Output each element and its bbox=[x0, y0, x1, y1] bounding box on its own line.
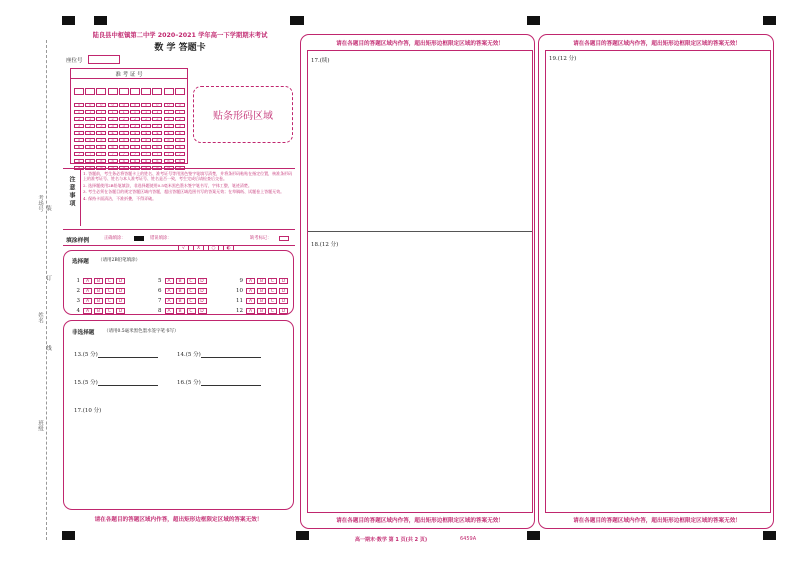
exam-id-digit-bubble[interactable]: 0 bbox=[74, 103, 84, 107]
q15-answer[interactable] bbox=[74, 378, 158, 386]
exam-id-digit-bubble[interactable]: 7 bbox=[175, 152, 185, 156]
exam-id-digit-bubble[interactable]: 8 bbox=[164, 159, 174, 163]
choice-question-number: 11 bbox=[236, 298, 243, 304]
exam-id-digit-bubble[interactable]: 5 bbox=[164, 138, 174, 142]
choice-option-bubble[interactable]: A bbox=[165, 278, 174, 284]
footer-page-info: 高一期末·数学 第 1 页(共 2 页) bbox=[355, 537, 428, 543]
choice-option-bubble[interactable]: C bbox=[187, 308, 196, 314]
exam-id-digit-bubble[interactable]: 8 bbox=[175, 159, 185, 163]
exam-id-digit-bubble[interactable]: 3 bbox=[96, 124, 106, 128]
choice-option-bubble[interactable]: B bbox=[94, 298, 103, 304]
choice-hint: （请用2B铅笔填涂） bbox=[98, 258, 141, 263]
exam-id-digit-bubble[interactable]: 2 bbox=[108, 117, 118, 121]
choice-option-bubble[interactable]: B bbox=[94, 288, 103, 294]
choice-row bbox=[152, 297, 209, 314]
exam-id-digit-bubble[interactable]: 7 bbox=[74, 152, 84, 156]
card-title: 数 学 答题卡 bbox=[154, 43, 206, 53]
choice-option-bubble[interactable]: D bbox=[279, 298, 288, 304]
name-label: 姓名 bbox=[37, 312, 43, 323]
exam-id-digit-bubble[interactable]: 2 bbox=[164, 117, 174, 121]
exam-id-digit-bubble[interactable]: 9 bbox=[108, 166, 118, 170]
exam-id-digit-bubble[interactable]: 7 bbox=[96, 152, 106, 156]
choice-option-bubble[interactable]: B bbox=[257, 278, 266, 284]
seal-char-1: 装 bbox=[45, 205, 51, 211]
exam-id-digit-bubble[interactable]: 9 bbox=[96, 166, 106, 170]
choice-question-number: 2 bbox=[76, 288, 80, 294]
exam-id-digit-bubble[interactable]: 1 bbox=[130, 110, 140, 114]
right-top-warning: 请在各题目的答题区域内作答，超出矩形边框限定区域的答案无效！ bbox=[573, 41, 741, 47]
choice-row bbox=[70, 267, 127, 284]
registration-mark bbox=[763, 16, 776, 25]
exam-id-digit-bubble[interactable]: 6 bbox=[152, 145, 162, 149]
exam-id-digit-bubble[interactable]: 3 bbox=[108, 124, 118, 128]
notes-title bbox=[65, 176, 77, 211]
exam-id-digit-bubble[interactable]: 0 bbox=[108, 103, 118, 107]
exam-id-digit-bubble[interactable]: 1 bbox=[108, 110, 118, 114]
middle-top-warning: 请在各题目的答题区域内作答，超出矩形边框限定区域的答案无效！ bbox=[336, 41, 504, 47]
choice-option-bubble[interactable]: A bbox=[165, 288, 174, 294]
choice-option-bubble[interactable]: C bbox=[268, 308, 277, 314]
choice-option-bubble[interactable]: D bbox=[116, 288, 125, 294]
choice-row bbox=[152, 277, 209, 294]
choice-question-number: 5 bbox=[158, 278, 162, 284]
wrong-fill-sample: ◐ bbox=[223, 245, 234, 251]
seat-number-box[interactable] bbox=[88, 55, 120, 64]
q15-label: 15.(5 分) bbox=[74, 380, 98, 386]
exam-id-digit-bubble[interactable]: 4 bbox=[108, 131, 118, 135]
wrong-fill-sample: ○ bbox=[208, 245, 219, 251]
exam-id-digit-bubble[interactable]: 9 bbox=[164, 166, 174, 170]
exam-id-digit-bubble[interactable]: 4 bbox=[85, 131, 95, 135]
choice-option-bubble[interactable]: D bbox=[198, 308, 207, 314]
exam-id-digit-bubble[interactable]: 3 bbox=[164, 124, 174, 128]
notes-vertical-label: 注意事项 bbox=[68, 176, 75, 208]
exam-id-digit-bubble[interactable]: 1 bbox=[96, 110, 106, 114]
exam-id-digit-bubble[interactable]: 7 bbox=[152, 152, 162, 156]
exam-id-digit-bubble[interactable]: 4 bbox=[74, 131, 84, 135]
choice-option-bubble[interactable]: A bbox=[83, 298, 92, 304]
exam-id-digit-bubble[interactable]: 5 bbox=[96, 138, 106, 142]
exam-id-label: 准 考 证 号 bbox=[115, 72, 143, 78]
exam-id-digit-bubble[interactable]: 9 bbox=[74, 166, 84, 170]
registration-mark bbox=[62, 531, 75, 540]
exam-id-digit-bubble[interactable]: 5 bbox=[141, 138, 151, 142]
exam-id-digit-bubble[interactable]: 7 bbox=[141, 152, 151, 156]
choice-column bbox=[70, 267, 127, 314]
registration-mark bbox=[763, 531, 776, 540]
exam-id-digit-bubble[interactable]: 7 bbox=[130, 152, 140, 156]
exam-id-digit-bubble[interactable]: 9 bbox=[119, 166, 129, 170]
absent-mark-box[interactable] bbox=[279, 236, 289, 241]
registration-mark bbox=[527, 531, 540, 540]
right-answer-area[interactable] bbox=[545, 50, 771, 513]
q17-label: 17.(10 分) bbox=[74, 408, 102, 414]
exam-id-digit-bubble[interactable]: 3 bbox=[85, 124, 95, 128]
wrong-fill-sample: √ bbox=[178, 245, 189, 251]
exam-id-digit-bubble[interactable]: 0 bbox=[175, 103, 185, 107]
choice-option-bubble[interactable]: C bbox=[187, 298, 196, 304]
exam-id-digit-bubble[interactable]: 6 bbox=[164, 145, 174, 149]
exam-id-digit-bubble[interactable]: 7 bbox=[164, 152, 174, 156]
footer-code: 6459A bbox=[460, 536, 477, 542]
choice-question-number: 6 bbox=[158, 288, 162, 294]
seal-char-2: 订 bbox=[45, 275, 51, 281]
exam-id-digit-bubble[interactable]: 0 bbox=[96, 103, 106, 107]
exam-id-digit-bubble[interactable]: 6 bbox=[130, 145, 140, 149]
exam-id-digit-bubble[interactable]: 3 bbox=[152, 124, 162, 128]
q14-answer[interactable] bbox=[177, 350, 261, 358]
choice-title: 选择题 bbox=[72, 259, 89, 265]
class-label: 班级 bbox=[37, 420, 43, 431]
exam-id-digit-bubble[interactable]: 2 bbox=[85, 117, 95, 121]
exam-id-digit-bubble[interactable]: 4 bbox=[152, 131, 162, 135]
choice-option-bubble[interactable]: A bbox=[246, 308, 255, 314]
absent-mark-label: 缺考标记： bbox=[250, 236, 272, 241]
registration-mark bbox=[527, 16, 540, 25]
choice-column bbox=[152, 267, 209, 314]
choice-option-bubble[interactable]: C bbox=[187, 278, 196, 284]
exam-id-digit-bubble[interactable]: 9 bbox=[141, 166, 151, 170]
exam-id-digit-bubble[interactable]: 5 bbox=[152, 138, 162, 142]
exam-id-digit-bubble[interactable]: 9 bbox=[152, 166, 162, 170]
exam-id-digit-bubble[interactable]: 3 bbox=[141, 124, 151, 128]
fill-example-label: 填涂样例 bbox=[66, 238, 90, 244]
note-item: 1. 答题前，考生务必将答题卡上的姓名、准考证号等用黑色签字笔填写清楚，并将条形码粘贴在指定位置，核准条形码上的准考证号、姓名与本人准考证号、姓名是否一致，考生完成后请检查后交卷。 bbox=[83, 171, 293, 181]
exam-id-digit-bubble[interactable]: 6 bbox=[74, 145, 84, 149]
note-item: 3. 考生必须在各题目的规定答题区域内答题，超出答题区域范围书写的答案无效；在草稿纸、试题卷上答题无效。 bbox=[83, 189, 285, 195]
exam-id-digit-bubble[interactable]: 4 bbox=[141, 131, 151, 135]
exam-id-digit-bubble[interactable]: 3 bbox=[119, 124, 129, 128]
choice-question-number: 7 bbox=[158, 298, 162, 304]
exam-id-digit-bubble[interactable]: 2 bbox=[74, 117, 84, 121]
note-item: 4. 保持卡面清洁，不准折叠，不得弄破。 bbox=[83, 196, 157, 202]
choice-question-number: 4 bbox=[76, 308, 80, 314]
exam-id-digit-bubble[interactable]: 2 bbox=[175, 117, 185, 121]
exam-id-digit-bubble[interactable]: 6 bbox=[141, 145, 151, 149]
exam-id-digit-bubble[interactable]: 6 bbox=[119, 145, 129, 149]
choice-option-bubble[interactable]: A bbox=[165, 298, 174, 304]
correct-fill-sample bbox=[134, 236, 144, 241]
q17-continued-label: 17.(续) bbox=[311, 58, 330, 64]
exam-id-digit-bubble[interactable]: 3 bbox=[74, 124, 84, 128]
choice-question-number: 1 bbox=[76, 278, 80, 284]
exam-id-digit-bubble[interactable]: 3 bbox=[130, 124, 140, 128]
choice-option-bubble[interactable]: A bbox=[83, 278, 92, 284]
exam-id-digit-bubble[interactable]: 2 bbox=[130, 117, 140, 121]
choice-option-bubble[interactable]: C bbox=[105, 298, 114, 304]
choice-row bbox=[233, 297, 290, 314]
exam-id-digit-bubble[interactable]: 3 bbox=[175, 124, 185, 128]
exam-id-digit-bubble[interactable]: 8 bbox=[96, 159, 106, 163]
choice-option-bubble[interactable]: A bbox=[246, 288, 255, 294]
choice-option-bubble[interactable]: C bbox=[268, 298, 277, 304]
registration-mark bbox=[94, 16, 107, 25]
exam-id-digit-bubble[interactable]: 4 bbox=[119, 131, 129, 135]
exam-id-digit-bubble[interactable]: 5 bbox=[74, 138, 84, 142]
choice-option-bubble[interactable]: D bbox=[116, 278, 125, 284]
seal-char-3: 线 bbox=[45, 345, 51, 351]
exam-id-digit-bubble[interactable]: 0 bbox=[130, 103, 140, 107]
q16-label: 16.(5 分) bbox=[177, 380, 201, 386]
choice-row bbox=[70, 297, 127, 314]
exam-id-digit-bubble[interactable]: 8 bbox=[141, 159, 151, 163]
choice-option-bubble[interactable]: C bbox=[268, 278, 277, 284]
choice-option-bubble[interactable]: D bbox=[279, 288, 288, 294]
exam-id-grid bbox=[70, 68, 188, 170]
exam-id-digit-bubble[interactable]: 4 bbox=[96, 131, 106, 135]
exam-id-digit-bubble[interactable]: 8 bbox=[152, 159, 162, 163]
non-choice-hint: （请用0.5毫米黑色墨水签字笔书写） bbox=[104, 329, 179, 334]
choice-option-bubble[interactable]: D bbox=[279, 308, 288, 314]
exam-id-digit-bubble[interactable]: 1 bbox=[119, 110, 129, 114]
choice-option-bubble[interactable]: B bbox=[94, 308, 103, 314]
wrong-fill-sample: X bbox=[193, 245, 204, 251]
exam-id-digit-bubble[interactable]: 6 bbox=[175, 145, 185, 149]
exam-id-digit-bubble[interactable]: 1 bbox=[85, 110, 95, 114]
exam-id-digit-bubble[interactable]: 6 bbox=[85, 145, 95, 149]
q13-label: 13.(5 分) bbox=[74, 352, 98, 358]
registration-mark bbox=[296, 531, 309, 540]
choice-option-bubble[interactable]: B bbox=[176, 278, 185, 284]
registration-mark bbox=[298, 16, 304, 25]
exam-id-digit-bubble[interactable]: 6 bbox=[96, 145, 106, 149]
choice-row bbox=[233, 267, 290, 284]
correct-fill-label: 正确填涂： bbox=[104, 236, 126, 241]
exam-id-digit-bubble[interactable]: 4 bbox=[175, 131, 185, 135]
barcode-area bbox=[193, 86, 293, 143]
exam-id-digit-bubble[interactable]: 9 bbox=[130, 166, 140, 170]
exam-id-digit-bubble[interactable]: 5 bbox=[175, 138, 185, 142]
choice-question-number: 9 bbox=[239, 278, 243, 284]
choice-option-bubble[interactable]: D bbox=[116, 298, 125, 304]
choice-option-bubble[interactable]: D bbox=[116, 308, 125, 314]
exam-id-digit-bubble[interactable]: 4 bbox=[130, 131, 140, 135]
choice-option-bubble[interactable]: C bbox=[268, 288, 277, 294]
q13-answer[interactable] bbox=[74, 350, 158, 358]
q19-label: 19.(12 分) bbox=[549, 56, 577, 62]
barcode-label: 贴条形码区域 bbox=[213, 111, 273, 122]
choice-row bbox=[70, 287, 127, 304]
exam-id-digit-bubble[interactable]: 2 bbox=[96, 117, 106, 121]
exam-id-digit-bubble[interactable]: 0 bbox=[119, 103, 129, 107]
exam-id-digit-bubble[interactable]: 0 bbox=[85, 103, 95, 107]
exam-id-digit-bubble[interactable]: 7 bbox=[108, 152, 118, 156]
exam-id-digit-bubble[interactable]: 0 bbox=[152, 103, 162, 107]
q18-label: 18.(12 分) bbox=[311, 242, 339, 248]
registration-mark bbox=[62, 16, 75, 25]
exam-id-digit-bubble[interactable]: 5 bbox=[119, 138, 129, 142]
exam-id-digit-bubble[interactable]: 1 bbox=[175, 110, 185, 114]
choice-grid bbox=[70, 267, 290, 314]
exam-id-digit-bubble[interactable]: 9 bbox=[175, 166, 185, 170]
exam-id-digit-bubble[interactable]: 6 bbox=[108, 145, 118, 149]
choice-question-number: 10 bbox=[236, 288, 243, 294]
right-bottom-warning: 请在各题目的答题区域内作答，超出矩形边框限定区域的答案无效！ bbox=[573, 518, 741, 524]
exam-id-digit-bubble[interactable]: 8 bbox=[74, 159, 84, 163]
school-title: 陆良县中枢镇第二中学 2020–2021 学年高一下学期期末考试 bbox=[92, 32, 268, 39]
choice-option-bubble[interactable]: D bbox=[198, 288, 207, 294]
seat-label: 座位号 bbox=[66, 58, 83, 64]
exam-room-label: 考场号 bbox=[37, 195, 43, 212]
choice-question-number: 8 bbox=[158, 308, 162, 314]
choice-row bbox=[233, 287, 290, 304]
choice-question-number: 12 bbox=[236, 308, 243, 314]
choice-option-bubble[interactable]: B bbox=[176, 298, 185, 304]
choice-option-bubble[interactable]: B bbox=[176, 308, 185, 314]
choice-option-bubble[interactable]: C bbox=[105, 308, 114, 314]
choice-option-bubble[interactable]: B bbox=[257, 298, 266, 304]
choice-row bbox=[152, 287, 209, 304]
note-item: 2. 选择题使用2B铅笔填涂，非选择题使用0.5毫米黑色墨水签字笔书写，字体工整，笔迹清楚。 bbox=[83, 182, 252, 188]
q16-answer[interactable] bbox=[177, 378, 261, 386]
choice-option-bubble[interactable]: B bbox=[94, 278, 103, 284]
exam-id-digit-bubble[interactable]: 7 bbox=[85, 152, 95, 156]
exam-id-digit-bubble[interactable]: 5 bbox=[130, 138, 140, 142]
exam-id-digit-bubble[interactable]: 0 bbox=[141, 103, 151, 107]
choice-row bbox=[152, 267, 209, 284]
middle-bottom-warning: 请在各题目的答题区域内作答，超出矩形边框限定区域的答案无效！ bbox=[336, 518, 504, 524]
exam-id-digit-bubble[interactable]: 8 bbox=[85, 159, 95, 163]
exam-id-digit-bubble[interactable]: 9 bbox=[85, 166, 95, 170]
choice-option-bubble[interactable]: C bbox=[187, 288, 196, 294]
choice-option-bubble[interactable]: A bbox=[246, 298, 255, 304]
choice-row bbox=[233, 277, 290, 294]
exam-id-digit-bubble[interactable]: 2 bbox=[141, 117, 151, 121]
notes-list bbox=[83, 172, 293, 204]
exam-id-digit-bubble[interactable]: 2 bbox=[119, 117, 129, 121]
left-warning: 请在各题目的答题区域内作答，超出矩形边框限定区域的答案无效！ bbox=[94, 517, 263, 523]
exam-id-digit-bubble[interactable]: 2 bbox=[152, 117, 162, 121]
exam-id-digit-bubble[interactable]: 4 bbox=[164, 131, 174, 135]
exam-id-digit-bubble[interactable]: 8 bbox=[108, 159, 118, 163]
choice-option-bubble[interactable]: C bbox=[105, 278, 114, 284]
choice-option-bubble[interactable]: B bbox=[176, 288, 185, 294]
exam-id-digit-bubble[interactable]: 8 bbox=[130, 159, 140, 163]
exam-id-digit-bubble[interactable]: 1 bbox=[152, 110, 162, 114]
middle-answer-area[interactable] bbox=[307, 50, 533, 513]
q14-label: 14.(5 分) bbox=[177, 352, 201, 358]
exam-id-digit-bubble[interactable]: 0 bbox=[164, 103, 174, 107]
choice-option-bubble[interactable]: B bbox=[257, 288, 266, 294]
wrong-fill-label: 错误填涂： bbox=[150, 236, 172, 241]
choice-column bbox=[233, 267, 290, 314]
choice-row bbox=[70, 277, 127, 294]
choice-section bbox=[63, 250, 294, 315]
choice-option-bubble[interactable]: D bbox=[279, 278, 288, 284]
exam-id-digit-bubble[interactable]: 1 bbox=[164, 110, 174, 114]
choice-option-bubble[interactable]: D bbox=[198, 278, 207, 284]
exam-id-digit-bubble[interactable]: 7 bbox=[119, 152, 129, 156]
exam-id-digit-bubble[interactable]: 8 bbox=[119, 159, 129, 163]
exam-id-digit-bubble[interactable]: 5 bbox=[85, 138, 95, 142]
choice-option-bubble[interactable]: C bbox=[105, 288, 114, 294]
choice-option-bubble[interactable]: A bbox=[83, 288, 92, 294]
binding-line bbox=[46, 40, 47, 540]
choice-question-number: 3 bbox=[76, 298, 80, 304]
non-choice-section bbox=[63, 320, 294, 510]
exam-id-digit-bubble[interactable]: 1 bbox=[141, 110, 151, 114]
choice-option-bubble[interactable]: A bbox=[246, 278, 255, 284]
choice-option-bubble[interactable]: D bbox=[198, 298, 207, 304]
choice-option-bubble[interactable]: A bbox=[83, 308, 92, 314]
choice-option-bubble[interactable]: A bbox=[165, 308, 174, 314]
choice-option-bubble[interactable]: B bbox=[257, 308, 266, 314]
exam-id-digit-bubble[interactable]: 1 bbox=[74, 110, 84, 114]
non-choice-title: 非选择题 bbox=[72, 330, 95, 336]
exam-id-digit-bubble[interactable]: 5 bbox=[108, 138, 118, 142]
